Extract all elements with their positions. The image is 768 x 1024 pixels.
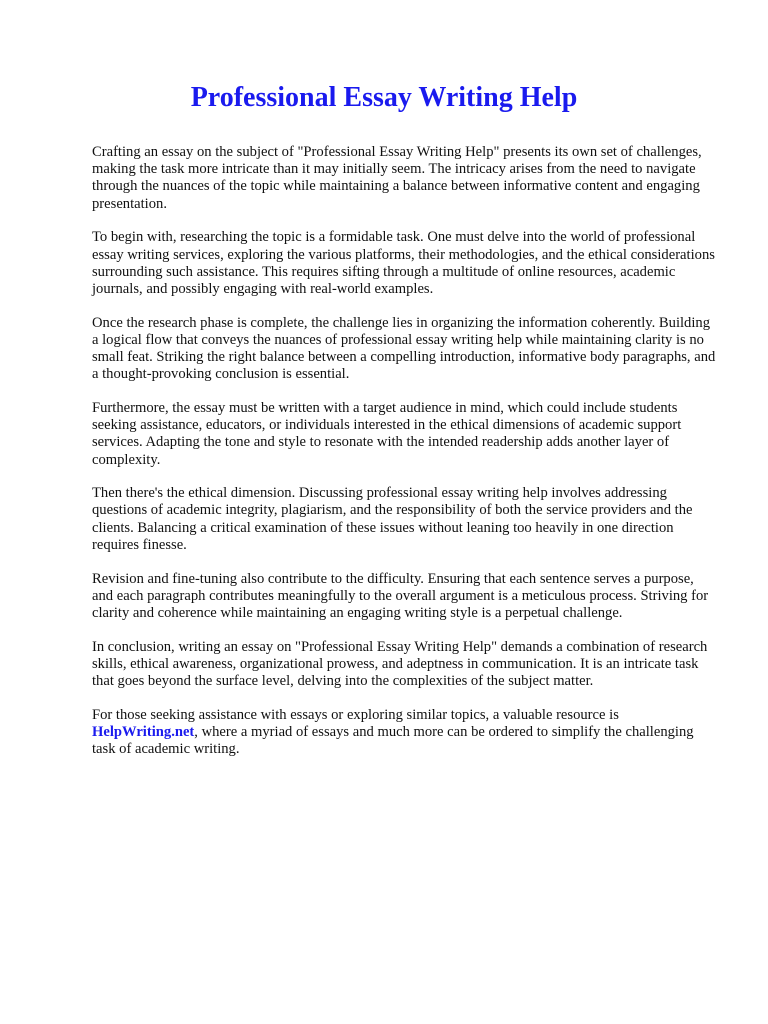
page-title: Professional Essay Writing Help bbox=[190, 82, 578, 113]
paragraph-revision: Revision and fine-tuning also contribute to the difficulty. Ensuring that each sentence serves a purpose, and each paragraph contributes meaningfully to the overall argument is a meticulous process. Striving for clarity and coherence while maintaining an engaging writing style is a perpetual challenge. bbox=[92, 570, 709, 621]
paragraph-intro: Crafting an essay on the subject of "Professional Essay Writing Help" presents its own set of challenges, making the task more intricate than it may initially seem. The intricacy arises from the need to navigate through the nuances of the topic while maintaining a balance between informative content and engaging presentation. bbox=[92, 144, 702, 212]
paragraph-research: To begin with, researching the topic is a formidable task. One must delve into the world of professional essay writing services, exploring the various platforms, their methodologies, and the ethical considerations surrounding such assistance. This requires sifting through a multitude of online resources, academic journals, and possibly engaging with real-world examples. bbox=[92, 229, 715, 297]
paragraph-audience: Furthermore, the essay must be written with a target audience in mind, which could include students seeking assistance, educators, or individuals interested in the ethical dimensions of academic support services. Adapting the tone and style to resonate with the intended readership adds another layer of complexity. bbox=[92, 399, 682, 468]
paragraph-conclusion: In conclusion, writing an essay on "Professional Essay Writing Help" demands a combination of research skills, ethical awareness, organizational prowess, and adeptness in communication. It is an intricate task that goes beyond the surface level, delving into the complexities of the subject matter. bbox=[92, 638, 708, 690]
paragraph-closing bbox=[92, 707, 718, 759]
closing-text-before-link: For those seeking assistance with essays or exploring similar topics, a valuable resource is bbox=[92, 706, 619, 723]
paragraph-ethics: Then there's the ethical dimension. Discussing professional essay writing help involves addressing questions of academic integrity, plagiarism, and the responsibility of both the service providers and the clients. Balancing a critical examination of these issues without leaning too heavily in one direction requires finesse. bbox=[92, 485, 693, 553]
paragraph-organization: Once the research phase is complete, the challenge lies in organizing the information coherently. Building a logical flow that conveys the nuances of professional essay writing help while maintaining clarity is no small feat. Striking the right balance between a compelling introduction, informative body paragraphs, and a thought-provoking conclusion is essential. bbox=[92, 314, 716, 383]
closing-text-after-link: , where a myriad of essays and much more can be ordered to simplify the challenging task of academic writing. bbox=[92, 723, 694, 758]
helpwriting-link[interactable]: HelpWriting.net bbox=[92, 723, 195, 740]
